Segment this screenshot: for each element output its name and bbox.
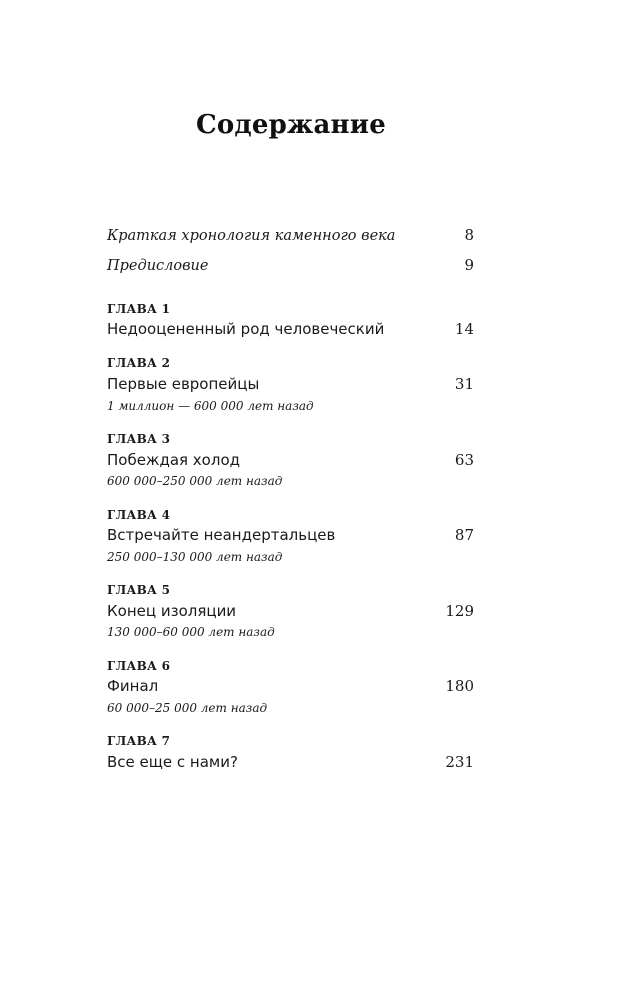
chapter-period: 600 000–250 000 лет назад (107, 474, 283, 488)
toc-page-number: 231 (445, 753, 474, 771)
chapter-title: Все еще с нами? (107, 753, 238, 771)
chapter-title: Первые европейцы (107, 375, 260, 393)
toc-page-number: 9 (464, 256, 474, 274)
toc-page-number: 180 (445, 677, 474, 695)
toc-entry-title: Краткая хронология каменного века (107, 228, 396, 244)
toc-page-number: 31 (454, 375, 474, 393)
toc-entry-chapter-4[interactable] (107, 526, 474, 544)
chapter-period: 250 000–130 000 лет назад (107, 550, 283, 564)
toc-page-number: 63 (454, 451, 474, 469)
chapter-title: Конец изоляции (107, 602, 237, 620)
toc-entry-chapter-6[interactable] (107, 677, 474, 695)
chapter-period: 1 миллион — 600 000 лет назад (107, 399, 314, 413)
toc-page-number: 8 (464, 226, 474, 244)
toc-page-number: 129 (445, 602, 474, 620)
chapter-label: ГЛАВА 1 (107, 302, 171, 316)
chapter-label: ГЛАВА 5 (107, 583, 171, 597)
toc-page-number: 14 (454, 320, 474, 338)
chapter-label: ГЛАВА 2 (107, 356, 171, 370)
toc-entry-chapter-3[interactable] (107, 451, 474, 469)
toc-entry-title: Предисловие (107, 258, 209, 274)
chapter-period: 60 000–25 000 лет назад (107, 701, 268, 715)
chapter-label: ГЛАВА 7 (107, 734, 171, 748)
chapter-title: Побеждая холод (107, 451, 240, 469)
chapter-title: Финал (107, 677, 159, 695)
page-title: Содержание (195, 110, 387, 140)
chapter-label: ГЛАВА 3 (107, 432, 171, 446)
toc-entry-chapter-1[interactable] (107, 320, 474, 338)
toc-entry-chapter-2[interactable] (107, 375, 474, 393)
chapter-label: ГЛАВА 4 (107, 508, 171, 522)
chapter-title: Недооцененный род человеческий (107, 320, 385, 338)
toc-entry-preface[interactable] (107, 256, 474, 274)
chapter-title: Встречайте неандертальцев (107, 526, 336, 544)
chapter-period: 130 000–60 000 лет назад (107, 625, 275, 639)
toc-entry-chronology[interactable] (107, 226, 474, 244)
toc-page-number: 87 (454, 526, 474, 544)
toc-entry-chapter-7[interactable] (107, 753, 474, 771)
chapter-label: ГЛАВА 6 (107, 659, 171, 673)
toc-entry-chapter-5[interactable] (107, 602, 474, 620)
